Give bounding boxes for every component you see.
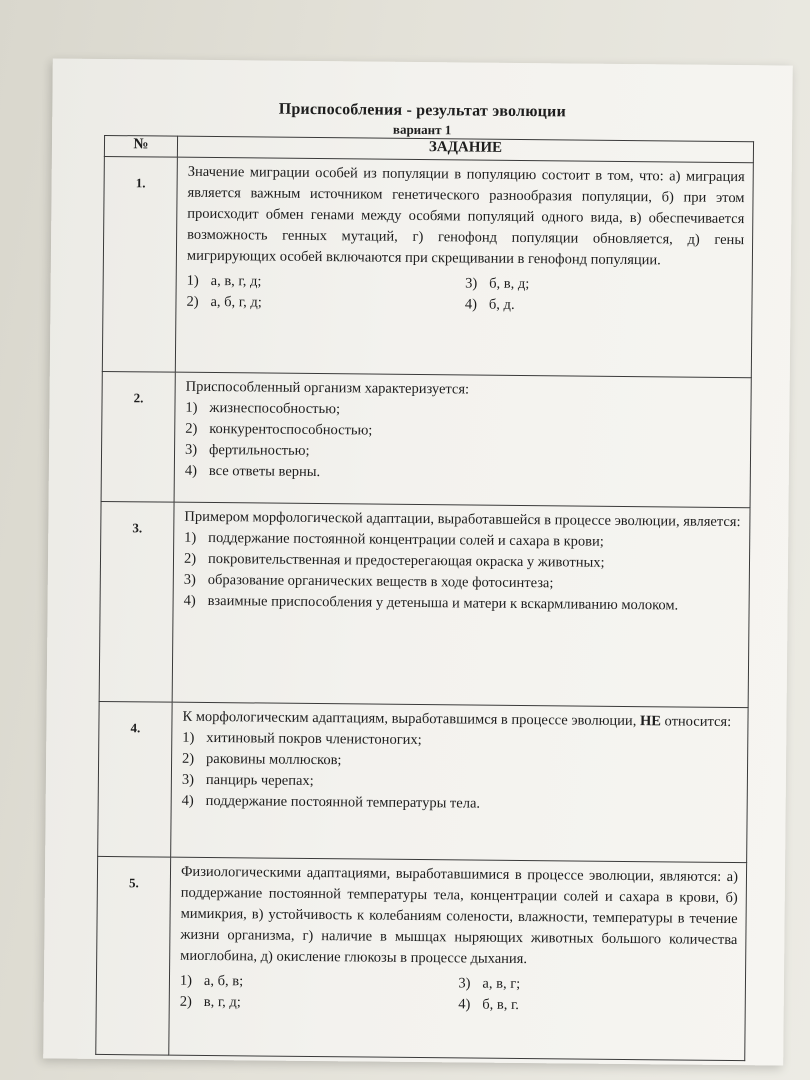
option-marker: 1) <box>186 272 199 289</box>
answer-option <box>180 992 459 1016</box>
answer-option <box>458 994 737 1018</box>
option-text: поддержание постоянной концентрации солей и сахара в крови; <box>208 529 604 550</box>
answer-options <box>180 971 737 1018</box>
answer-option <box>465 294 744 318</box>
answer-option <box>185 461 742 487</box>
option-text: б, д. <box>488 296 515 313</box>
task-question: Физиологическими адаптациями, выработавшимися в процессе эволюции, являются: а) поддержание постоянной температуры тела, концентрации солей и сахара в крови, б) мимикрия, в) устойчивость к колебаниям солености, влажности, температуры в течение жизни организма, г) наличие в мышцах ныряющих животных большого количества миоглобина, д) окисление глюкозы в процессе дыхания. <box>180 863 739 968</box>
question-emphasis: НЕ <box>639 713 662 730</box>
option-marker: 3) <box>465 275 478 292</box>
answer-option <box>180 971 459 995</box>
column-header-task: ЗАДАНИЕ <box>177 136 753 163</box>
task-row <box>101 371 751 507</box>
option-text: а, в, г, д; <box>210 272 262 290</box>
option-text: фертильностью; <box>208 441 310 459</box>
option-marker: 3) <box>458 975 471 992</box>
option-marker: 2) <box>186 293 199 310</box>
option-marker: 4) <box>464 296 478 313</box>
task-number: 2. <box>101 371 175 502</box>
option-text: раковины моллюсков; <box>206 750 342 769</box>
option-text: конкурентоспособностью; <box>209 420 373 439</box>
task-body <box>169 857 747 1061</box>
task-question: Значение миграции особей из популяции в популяцию состоит в том, что: а) миграция является важным источником генетического разнообразия популяции, б) при этом происходит обмен генами между особями популяций одного вида, в) обеспечивается возможность генных мутаций, г) генофонд популяции обновляется, д) гены мигрирующих особей включаются при скрещивании в генофонд популяции. <box>186 163 745 269</box>
option-marker: 4) <box>183 592 196 609</box>
option-marker: 2) <box>179 993 192 1010</box>
task-body <box>171 702 748 863</box>
task-row <box>98 701 748 862</box>
option-marker: 4) <box>184 462 198 479</box>
task-question: Приспособленный организм характеризуется: <box>185 378 470 398</box>
option-text: панцирь черепах; <box>205 771 314 790</box>
task-body <box>174 372 751 508</box>
option-marker: 1) <box>185 399 198 416</box>
option-marker: 2) <box>185 420 198 437</box>
option-text: поддержание постоянной температуры тела. <box>205 792 481 812</box>
option-text: б, в, д; <box>489 275 530 293</box>
answer-option <box>465 273 744 297</box>
option-marker: 3) <box>184 441 198 458</box>
question-text: К морфологическим адаптациям, выработавшимся в процессе эволюции, <box>182 708 641 730</box>
answer-option <box>186 292 465 316</box>
option-text: хитиновый покров членистоногих; <box>206 729 422 749</box>
option-text: а, б, г, д; <box>210 293 262 311</box>
task-body <box>175 157 753 378</box>
option-marker: 3) <box>183 571 196 588</box>
task-number: 4. <box>98 701 172 857</box>
task-row <box>96 856 747 1060</box>
task-body <box>172 502 750 708</box>
option-marker: 1) <box>182 729 195 746</box>
option-marker: 4) <box>181 792 194 809</box>
option-text: взаимные приспособления у детеныша и матери к вскармливанию молоком. <box>207 592 679 614</box>
option-text: образование органических веществ в ходе фотосинтеза; <box>207 571 554 592</box>
option-text: б, в, г. <box>482 996 520 1013</box>
task-question: Примером морфологической адаптации, выработавшейся в процессе эволюции, является: <box>184 508 741 531</box>
answer-option <box>184 591 741 617</box>
option-text: в, г, д; <box>203 993 241 1011</box>
task-number: 3. <box>99 501 174 702</box>
option-marker: 4) <box>458 996 471 1013</box>
option-text: а, в, г; <box>482 975 521 993</box>
column-header-number: № <box>104 135 177 157</box>
option-text: покровительственная и предостерегающая окраска у животных; <box>207 550 605 571</box>
option-text: все ответы верны. <box>208 462 321 481</box>
sheet-title: Приспособления - результат эволюции <box>278 100 567 121</box>
answer-option <box>458 973 737 997</box>
variant-label: вариант 1 <box>392 121 452 138</box>
task-row <box>102 156 753 377</box>
test-sheet <box>43 58 793 1065</box>
answer-options <box>186 271 743 318</box>
option-marker: 1) <box>184 529 197 546</box>
task-number: 5. <box>96 856 171 1055</box>
question-text: относится: <box>660 713 732 731</box>
task-row <box>99 501 750 707</box>
option-marker: 2) <box>183 550 197 567</box>
option-marker: 3) <box>181 771 195 788</box>
option-text: а, б, в; <box>203 972 244 990</box>
task-number: 1. <box>102 156 177 372</box>
option-marker: 2) <box>182 750 195 767</box>
option-text: жизнеспособностью; <box>209 399 341 418</box>
option-marker: 1) <box>179 972 193 989</box>
answer-option <box>187 271 466 295</box>
answer-option <box>182 791 739 817</box>
tasks-table <box>95 135 754 1061</box>
